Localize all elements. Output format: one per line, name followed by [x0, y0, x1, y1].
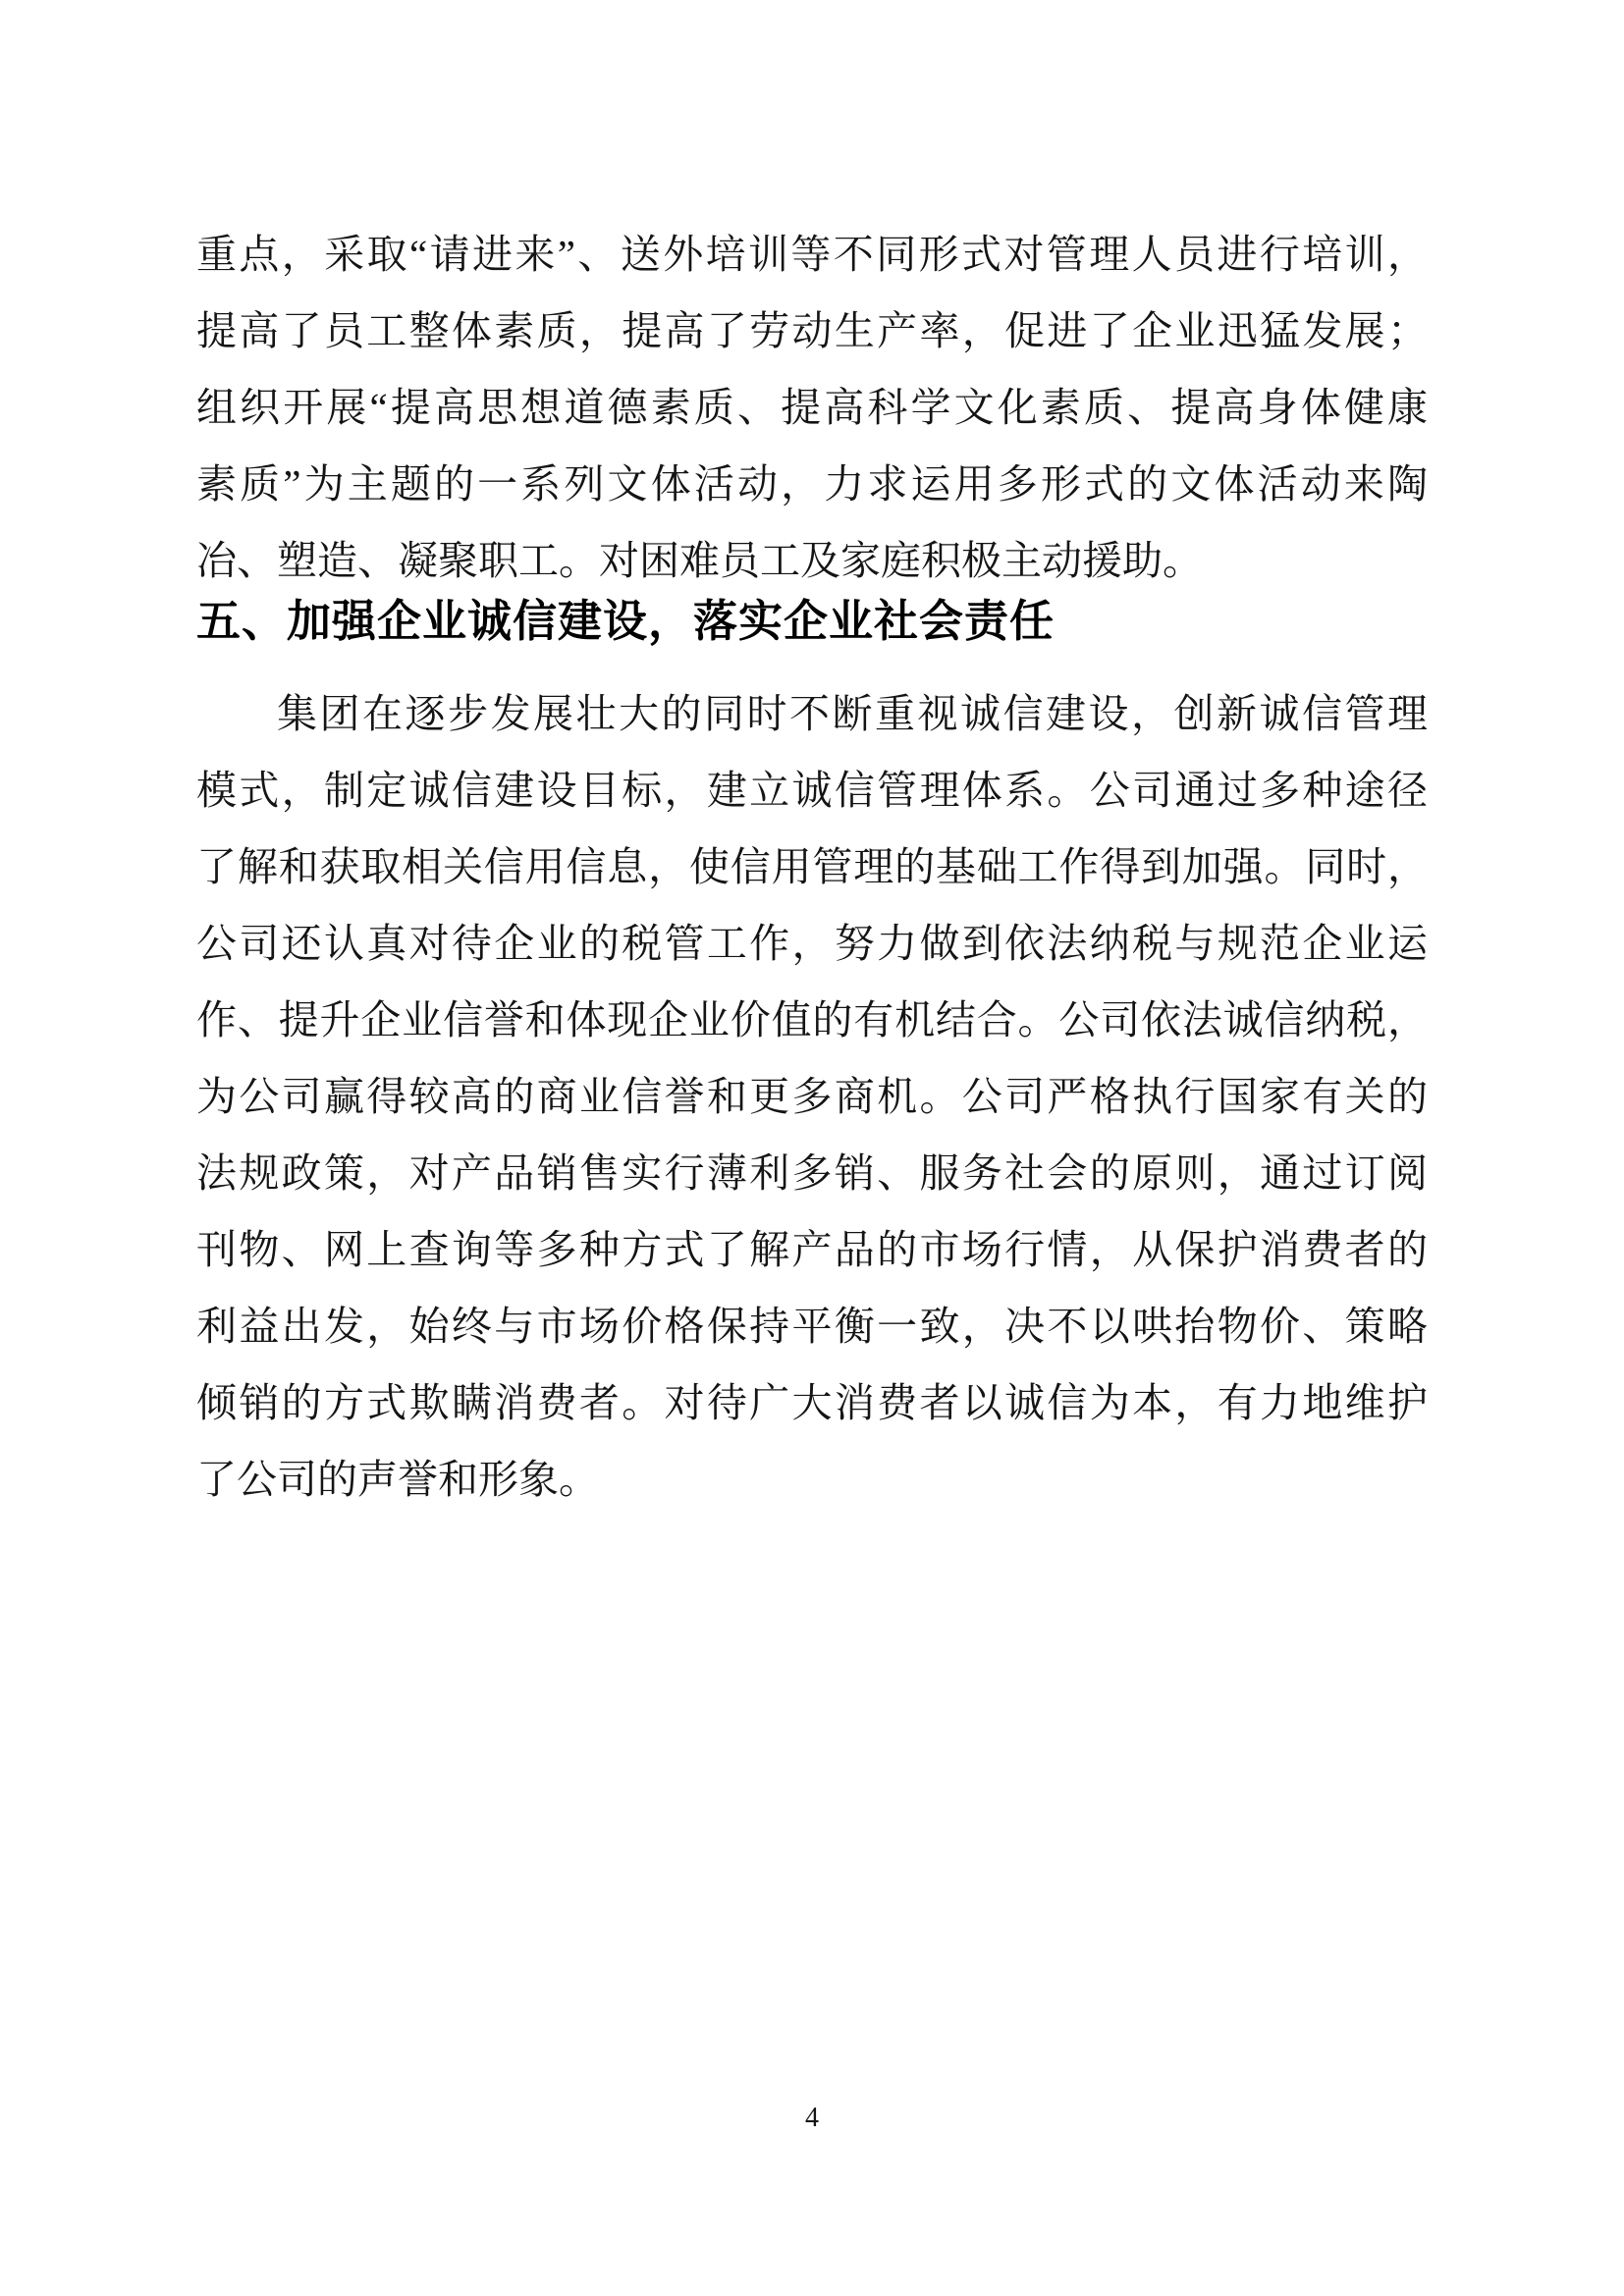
- text-line: 素质”为主题的一系列文体活动，力求运用多形式的文体活动来陶: [196, 461, 1428, 507]
- text-line: 集团在逐步发展壮大的同时不断重视诚信建设，创新诚信管理: [277, 691, 1428, 736]
- text-line: 利益出发，始终与市场价格保持平衡一致，决不以哄抬物价、策略: [196, 1304, 1428, 1349]
- page-number: 4: [805, 2103, 819, 2133]
- text-line: 法规政策，对产品销售实行薄利多销、服务社会的原则，通过订阅: [196, 1150, 1428, 1196]
- text-line: 冶、塑造、凝聚职工。对困难员工及家庭积极主动援助。: [196, 538, 1203, 583]
- text-line: 公司还认真对待企业的税管工作，努力做到依法纳税与规范企业运: [196, 921, 1428, 966]
- text-line: 为公司赢得较高的商业信誉和更多商机。公司严格执行国家有关的: [196, 1074, 1428, 1119]
- text-line: 重点，采取“请进来”、送外培训等不同形式对管理人员进行培训，: [196, 232, 1428, 277]
- text-line: 了解和获取相关信用信息，使信用管理的基础工作得到加强。同时，: [196, 844, 1428, 889]
- paragraph-continued: [196, 216, 1428, 599]
- text-line: 作、提升企业信誉和体现企业价值的有机结合。公司依法诚信纳税，: [196, 997, 1428, 1042]
- text-line: 提高了员工整体素质，提高了劳动生产率，促进了企业迅猛发展；: [196, 308, 1428, 353]
- text-line: 了公司的声誉和形象。: [196, 1457, 599, 1502]
- paragraph-body: [196, 675, 1428, 1518]
- section-heading: 五、加强企业诚信建设，落实企业社会责任: [196, 596, 1056, 646]
- text-line: 组织开展“提高思想道德素质、提高科学文化素质、提高身体健康: [196, 385, 1428, 430]
- text-line: 刊物、网上查询等多种方式了解产品的市场行情，从保护消费者的: [196, 1227, 1428, 1272]
- text-line: 模式，制定诚信建设目标，建立诚信管理体系。公司通过多种途径: [196, 768, 1428, 813]
- text-line: 倾销的方式欺瞒消费者。对待广大消费者以诚信为本，有力地维护: [196, 1380, 1428, 1425]
